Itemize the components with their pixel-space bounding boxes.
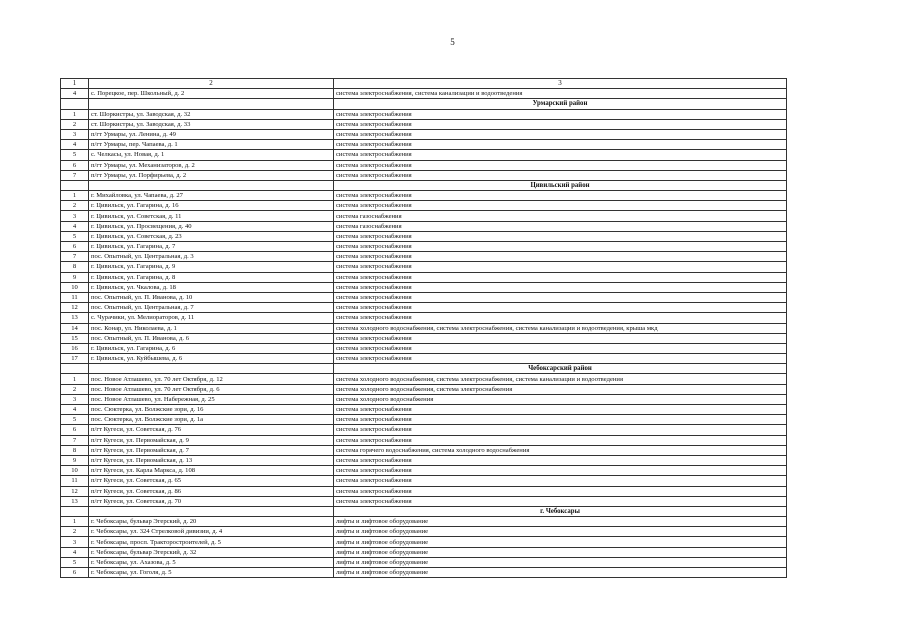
table-row	[61, 282, 787, 292]
section-heading-cell	[61, 180, 89, 190]
table-row	[61, 140, 787, 150]
system-cell: система электроснабжения	[334, 160, 787, 170]
table-row	[61, 119, 787, 129]
row-number: 5	[61, 415, 89, 425]
system-cell: система электроснабжения, система канализации и водоотведения	[334, 89, 787, 99]
row-number: 2	[61, 119, 89, 129]
system-cell: система холодного водоснабжения, система электроснабжения, система канализации и водоотведения, крыша мкд	[334, 323, 787, 333]
table-row	[61, 303, 787, 313]
system-cell: система холодного водоснабжения, система электроснабжения, система канализации и водоотведения	[334, 374, 787, 384]
system-cell: система холодного водоснабжения, система электроснабжения	[334, 384, 787, 394]
system-cell: система электроснабжения	[334, 150, 787, 160]
address-cell: п/гт Кугеси, ул. Первомайская, д. 9	[89, 435, 334, 445]
address-cell: пос. Конар, ул. Николаева, д. 1	[89, 323, 334, 333]
row-number: 1	[61, 191, 89, 201]
system-cell: система электроснабжения	[334, 333, 787, 343]
row-number: 5	[61, 557, 89, 567]
table-row	[61, 405, 787, 415]
system-cell: система горячего водоснабжения, система холодного водоснабжения	[334, 445, 787, 455]
system-cell: система электроснабжения	[334, 231, 787, 241]
row-number: 8	[61, 262, 89, 272]
address-cell: г. Чебоксары, ул. 324 Стрелковой дивизии, д. 4	[89, 527, 334, 537]
table-row	[61, 221, 787, 231]
section-title: Чебоксарский район	[334, 364, 787, 374]
system-cell: система электроснабжения	[334, 272, 787, 282]
address-cell: с. Челкасы, ул. Новая, д. 1	[89, 150, 334, 160]
system-cell: система электроснабжения	[334, 292, 787, 302]
row-number: 4	[61, 547, 89, 557]
row-number: 5	[61, 231, 89, 241]
address-cell: г. Цивильск, ул. Чкалова, д. 18	[89, 282, 334, 292]
column-system-header: 3	[334, 79, 787, 89]
row-number: 6	[61, 568, 89, 578]
row-number: 4	[61, 140, 89, 150]
section-heading-cell	[61, 506, 89, 516]
address-cell: г. Чебоксары, бульвар Эгерский, д. 32	[89, 547, 334, 557]
address-cell: п/гт Урмары, ул. Механизаторов, д. 2	[89, 160, 334, 170]
system-cell: лифты и лифтовое оборудование	[334, 537, 787, 547]
table-row	[61, 496, 787, 506]
table-row	[61, 313, 787, 323]
section-title: г. Чебоксары	[334, 506, 787, 516]
section-heading-cell	[89, 180, 334, 190]
table-row	[61, 425, 787, 435]
row-number: 6	[61, 242, 89, 252]
address-cell: г. Цивильск, ул. Гагарина, д. 16	[89, 201, 334, 211]
row-number: 6	[61, 160, 89, 170]
row-number: 2	[61, 384, 89, 394]
address-cell: п/гт Кугеси, ул. Советская, д. 70	[89, 496, 334, 506]
address-cell: пос. Сюктерка, ул. Волжские зори, д. 1а	[89, 415, 334, 425]
section-heading-row	[61, 506, 787, 516]
table-row	[61, 486, 787, 496]
row-number: 6	[61, 425, 89, 435]
address-cell: г. Цивильск, ул. Гагарина, д. 8	[89, 272, 334, 282]
table-row	[61, 435, 787, 445]
system-cell: система холодного водоснабжения	[334, 394, 787, 404]
row-number: 9	[61, 272, 89, 282]
row-number: 10	[61, 282, 89, 292]
address-cell: пос. Опытный, ул. П. Иванова, д. 6	[89, 333, 334, 343]
system-cell: система электроснабжения	[334, 435, 787, 445]
section-title: Цивильский район	[334, 180, 787, 190]
table-row	[61, 354, 787, 364]
system-cell: система электроснабжения	[334, 242, 787, 252]
system-cell: лифты и лифтовое оборудование	[334, 557, 787, 567]
system-cell: система электроснабжения	[334, 170, 787, 180]
row-number: 8	[61, 445, 89, 455]
system-cell: система электроснабжения	[334, 252, 787, 262]
table-row	[61, 466, 787, 476]
row-number: 1	[61, 374, 89, 384]
table-row	[61, 476, 787, 486]
address-cell: с. Порецкое, пер. Школьный, д. 2	[89, 89, 334, 99]
address-cell: пос. Новое Атлашево, ул. Набережная, д. 25	[89, 394, 334, 404]
table-row	[61, 150, 787, 160]
address-cell: г. Цивильск, ул. Советская, д. 11	[89, 211, 334, 221]
address-cell: г. Чебоксары, ул. Ахазова, д. 5	[89, 557, 334, 567]
system-cell: система электроснабжения	[334, 201, 787, 211]
table-row	[61, 527, 787, 537]
table-row	[61, 89, 787, 99]
table-row	[61, 292, 787, 302]
table-row	[61, 537, 787, 547]
system-cell: система электроснабжения	[334, 455, 787, 465]
table-row	[61, 333, 787, 343]
row-number: 1	[61, 109, 89, 119]
table-row	[61, 445, 787, 455]
address-cell: п/гт Кугеси, ул. Советская, д. 65	[89, 476, 334, 486]
system-cell: система электроснабжения	[334, 140, 787, 150]
system-cell: система электроснабжения	[334, 496, 787, 506]
table-row	[61, 394, 787, 404]
address-cell: п/гт Кугеси, ул. Карла Маркса, д. 108	[89, 466, 334, 476]
row-number: 16	[61, 343, 89, 353]
row-number: 4	[61, 221, 89, 231]
address-cell: п/гт Урмары, ул. Порфирьева, д. 2	[89, 170, 334, 180]
column-address-header: 2	[89, 79, 334, 89]
section-heading-cell	[89, 364, 334, 374]
address-cell: г. Цивильск, ул. Гагарина, д. 6	[89, 343, 334, 353]
row-number: 14	[61, 323, 89, 333]
address-cell: пос. Сюктерка, ул. Волжские зори, д. 16	[89, 405, 334, 415]
system-cell: система газоснабжения	[334, 221, 787, 231]
row-number: 12	[61, 303, 89, 313]
system-cell: система электроснабжения	[334, 343, 787, 353]
section-title: Урмарский район	[334, 99, 787, 109]
table-row	[61, 231, 787, 241]
section-heading-cell	[89, 99, 334, 109]
table-header-row	[61, 79, 787, 89]
row-number: 7	[61, 435, 89, 445]
row-number: 13	[61, 313, 89, 323]
address-cell: п/гт Урмары, пер. Чапаева, д. 1	[89, 140, 334, 150]
system-cell: система электроснабжения	[334, 476, 787, 486]
table-row	[61, 191, 787, 201]
system-cell: система электроснабжения	[334, 354, 787, 364]
system-cell: лифты и лифтовое оборудование	[334, 547, 787, 557]
address-cell: ст. Шоркистры, ул. Заводская, д. 32	[89, 109, 334, 119]
table-row	[61, 557, 787, 567]
system-cell: система электроснабжения	[334, 466, 787, 476]
system-cell: лифты и лифтовое оборудование	[334, 527, 787, 537]
table-row	[61, 547, 787, 557]
system-cell: система электроснабжения	[334, 282, 787, 292]
table-row	[61, 109, 787, 119]
system-cell: система электроснабжения	[334, 486, 787, 496]
address-cell: пос. Новое Атлашево, ул. 70 лет Октября, д. 6	[89, 384, 334, 394]
address-cell: п/гт Кугеси, ул. Советская, д. 76	[89, 425, 334, 435]
table-row	[61, 211, 787, 221]
row-number: 4	[61, 405, 89, 415]
section-heading-row	[61, 180, 787, 190]
row-number: 12	[61, 486, 89, 496]
address-cell: п/гт Кугеси, ул. Первомайская, д. 7	[89, 445, 334, 455]
address-cell: пос. Новое Атлашево, ул. 70 лет Октября, д. 12	[89, 374, 334, 384]
table-row	[61, 160, 787, 170]
table-row	[61, 242, 787, 252]
system-cell: лифты и лифтовое оборудование	[334, 517, 787, 527]
system-cell: система электроснабжения	[334, 405, 787, 415]
table-row	[61, 262, 787, 272]
section-heading-cell	[61, 99, 89, 109]
row-number: 11	[61, 476, 89, 486]
table-row	[61, 201, 787, 211]
system-cell: система электроснабжения	[334, 119, 787, 129]
table-row	[61, 455, 787, 465]
table-row	[61, 170, 787, 180]
address-cell: г. Цивильск, ул. Гагарина, д. 9	[89, 262, 334, 272]
row-number: 9	[61, 455, 89, 465]
address-cell: п/гт Кугеси, ул. Первомайская, д. 13	[89, 455, 334, 465]
table-row	[61, 384, 787, 394]
table-row	[61, 517, 787, 527]
address-cell: г. Чебоксары, просп. Тракторостроителей, д. 5	[89, 537, 334, 547]
table-row	[61, 272, 787, 282]
address-cell: п/гт Кугеси, ул. Советская, д. 86	[89, 486, 334, 496]
row-number: 2	[61, 201, 89, 211]
address-cell: пос. Опытный, ул. Центральная, д. 7	[89, 303, 334, 313]
table-row	[61, 323, 787, 333]
system-cell: система электроснабжения	[334, 313, 787, 323]
row-number: 1	[61, 517, 89, 527]
address-cell: п/гт Урмары, ул. Ленина, д. 49	[89, 129, 334, 139]
table-row	[61, 129, 787, 139]
section-heading-cell	[61, 364, 89, 374]
address-cell: пос. Опытный, ул. Центральная, д. 3	[89, 252, 334, 262]
row-number: 3	[61, 537, 89, 547]
section-heading-cell	[89, 506, 334, 516]
system-cell: система электроснабжения	[334, 415, 787, 425]
system-cell: система газоснабжения	[334, 211, 787, 221]
system-cell: система электроснабжения	[334, 303, 787, 313]
row-number: 3	[61, 211, 89, 221]
row-number: 2	[61, 527, 89, 537]
system-cell: система электроснабжения	[334, 262, 787, 272]
row-number: 5	[61, 150, 89, 160]
section-heading-row	[61, 364, 787, 374]
row-number: 7	[61, 252, 89, 262]
row-number: 13	[61, 496, 89, 506]
system-cell: система электроснабжения	[334, 191, 787, 201]
table-row	[61, 415, 787, 425]
address-cell: г. Чебоксары, ул. Гоголя, д. 5	[89, 568, 334, 578]
address-cell: г. Цивильск, ул. Куйбышева, д. 6	[89, 354, 334, 364]
address-cell: ст. Шоркистры, ул. Заводская, д. 33	[89, 119, 334, 129]
address-cell: пос. Опытный, ул. П. Иванова, д. 10	[89, 292, 334, 302]
page-number: 5	[450, 37, 455, 47]
row-number: 10	[61, 466, 89, 476]
section-heading-row	[61, 99, 787, 109]
system-cell: лифты и лифтовое оборудование	[334, 568, 787, 578]
row-number: 3	[61, 394, 89, 404]
address-cell: г. Чебоксары, бульвар Эгерский, д. 20	[89, 517, 334, 527]
system-cell: система электроснабжения	[334, 129, 787, 139]
system-cell: система электроснабжения	[334, 109, 787, 119]
row-number: 7	[61, 170, 89, 180]
row-number: 3	[61, 129, 89, 139]
document-table	[60, 78, 787, 578]
row-number: 4	[61, 89, 89, 99]
address-cell: г. Цивильск, ул. Просвещения, д. 40	[89, 221, 334, 231]
table-row	[61, 374, 787, 384]
row-number: 11	[61, 292, 89, 302]
address-cell: г. Михайловка, ул. Чапаева, д. 27	[89, 191, 334, 201]
table-row	[61, 343, 787, 353]
address-cell: г. Цивильск, ул. Гагарина, д. 7	[89, 242, 334, 252]
row-number: 15	[61, 333, 89, 343]
address-cell: с. Чурачики, ул. Мелиораторов, д. 11	[89, 313, 334, 323]
table-row	[61, 252, 787, 262]
address-cell: г. Цивильск, ул. Советская, д. 23	[89, 231, 334, 241]
system-cell: система электроснабжения	[334, 425, 787, 435]
row-number: 17	[61, 354, 89, 364]
column-number-header: 1	[61, 79, 89, 89]
table-row	[61, 568, 787, 578]
